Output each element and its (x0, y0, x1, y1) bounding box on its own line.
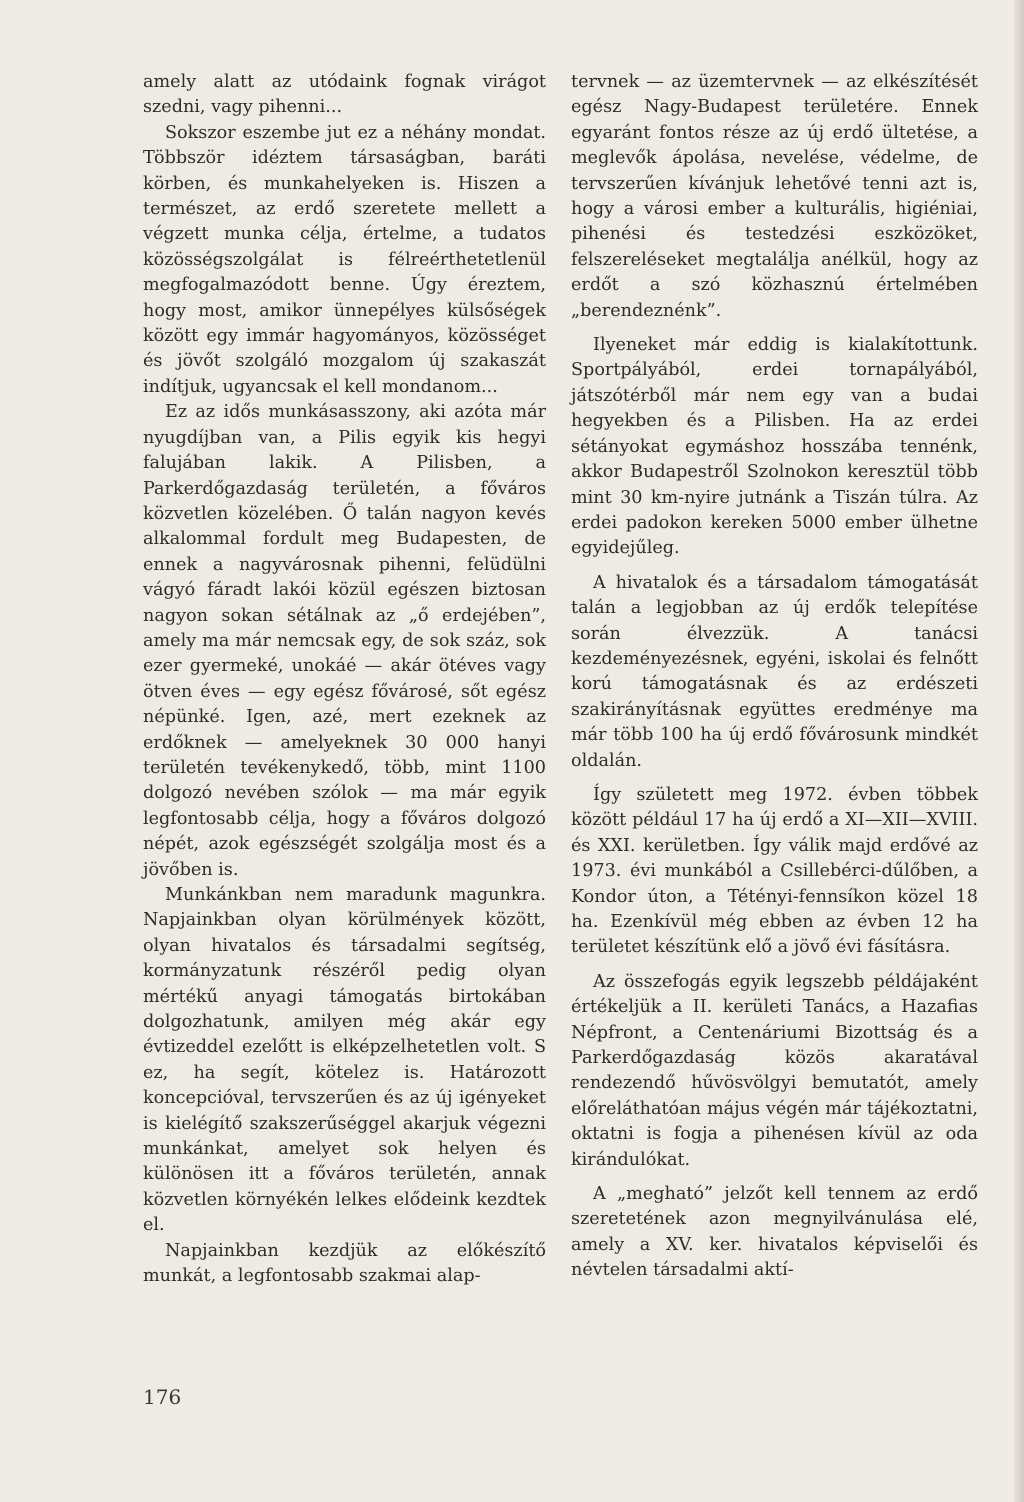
page-number: 176 (143, 1385, 182, 1409)
paragraph: Munkánkban nem maradunk magunkra. Napjainkban olyan körülmények között, olyan hivatalos és társadalmi segítség, kormányzatunk részéről pedig olyan mértékű anyagi támogatás birtokában dolgozhatunk, amilyen még akár egy évtizeddel ezelőtt is elképzelhetetlen volt. S ez, ha segít, kötelez is. Határozott koncepcióval, tervszerűen és az új igényeket is kielégítő szakszerűséggel akarjuk végezni munkánkat, amelyet sok helyen és különösen itt a főváros területén, annak közvetlen környékén lelkes elődeink kezdtek el. (143, 885, 546, 1236)
paragraph: Ilyeneket már eddig is kialakítottunk. Sportpályából, erdei tornapályából, játszótérből már nem egy van a budai hegyekben és a Pilisben. Ha az erdei sétányokat egymáshoz hosszába tennénk, akkor Budapestről Szolnokon keresztül több mint 30 km-nyire jutnánk a Tiszán túlra. Az erdei padokon kereken 5000 ember ülhetne egyidejűleg. (571, 335, 978, 559)
paragraph: Napjainkban kezdjük az előkészítő munkát, a legfontosabb szakmai alap- (143, 1240, 546, 1287)
paragraph: Ez az idős munkásasszony, aki azóta már nyugdíjban van, a Pilis egyik kis hegyi falujában lakik. A Pilisben, a Parkerdőgazdaság területén, a főváros közvetlen közelében. Ő talán nagyon kevés alkalommal fordult meg Budapesten, de ennek a nagyvárosnak pihenni, felüdülni vágyó fáradt lakói közül egészen biztosan nagyon sokan sétálnak az „ő erdejében”, amely ma már nemcsak egy, de sok száz, sok ezer gyermeké, unokáé — akár ötéves vagy ötven éves — egy egész fővárosé, sőt egész népünké. Igen, azé, mert ezeknek az erdőknek — amelyeknek 30 000 hanyi területén tevékenykedő, több, mint 1100 dolgozó nevében szólok — ma már egyik legfontosabb célja, hogy a főváros dolgozó népét, azok egészségét szolgálja most és a jövőben is. (143, 402, 546, 880)
right-column (571, 70, 978, 1284)
paragraph: A „megható” jelzőt kell tennem az erdő szeretetének azon megnyilvánulása elé, amely a XV. ker. hivatalos képviselői és névtelen társadalmi aktí- (571, 1184, 978, 1281)
paragraph: Az összefogás egyik legszebb példájaként értékeljük a II. kerületi Tanács, a Hazafias Népfront, a Centenáriumi Bizottság és a Parkerdőgazdaság közös akaratával rendezendő hűvösvölgyi bemutatót, amely előreláthatóan május végén már tájékoztatni, oktatni is fogja a pihenésen kívül az oda kirándulókat. (571, 971, 978, 1170)
paragraph: A hivatalok és a társadalom támogatását talán a legjobban az új erdők telepítése során élvezzük. A tanácsi kezdeményezésnek, egyéni, iskolai és felnőtt korú támogatásnak és az erdészeti szakirányításnak együttes eredménye ma már több 100 ha új erdő fővárosunk mindkét oldalán. (571, 572, 978, 771)
paragraph: tervnek — az üzemtervnek — az elkészítését egész Nagy-Budapest területére. Ennek egyaránt fontos része az új erdő ültetése, a meglevők ápolása, nevelése, védelme, de tervszerűen kívánjuk lehetővé tenni azt is, hogy a városi ember a kulturális, higiéniai, pihenési és testedzési eszközöket, felszereléseket megtalálja anélkül, hogy az erdőt a szó közhasznú értelmében „berendeznénk”. (571, 72, 978, 321)
page-edge-shadow (1014, 0, 1024, 1502)
paragraph: Így született meg 1972. évben többek között például 17 ha új erdő a XI—XII—XVIII. és XXI. kerületben. Így válik majd erdővé az 1973. évi munkából a Csillebérci-dűlőben, a Kondor úton, a Tétényi-fennsíkon közel 18 ha. Ezenkívül még ebben az évben 12 ha területet készítünk elő a jövő évi fásításra. (571, 784, 978, 958)
left-column (143, 70, 546, 1290)
paragraph: amely alatt az utódaink fognak virágot szedni, vagy pihenni... (143, 72, 546, 118)
paragraph: Sokszor eszembe jut ez a néhány mondat. Többször idéztem társaságban, baráti körben, és munkahelyeken is. Hiszen a természet, az erdő szeretete mellett a végzett munka célja, értelme, a tudatos közösségszolgálat is félreérthetetlenül megfogalmazódott benne. Úgy éreztem, hogy most, amikor ünnepélyes külsőségek között egy immár hagyományos, közösséget és jövőt szolgáló mozgalom új szakaszát indítjuk, ugyancsak el kell mondanom... (143, 122, 546, 397)
